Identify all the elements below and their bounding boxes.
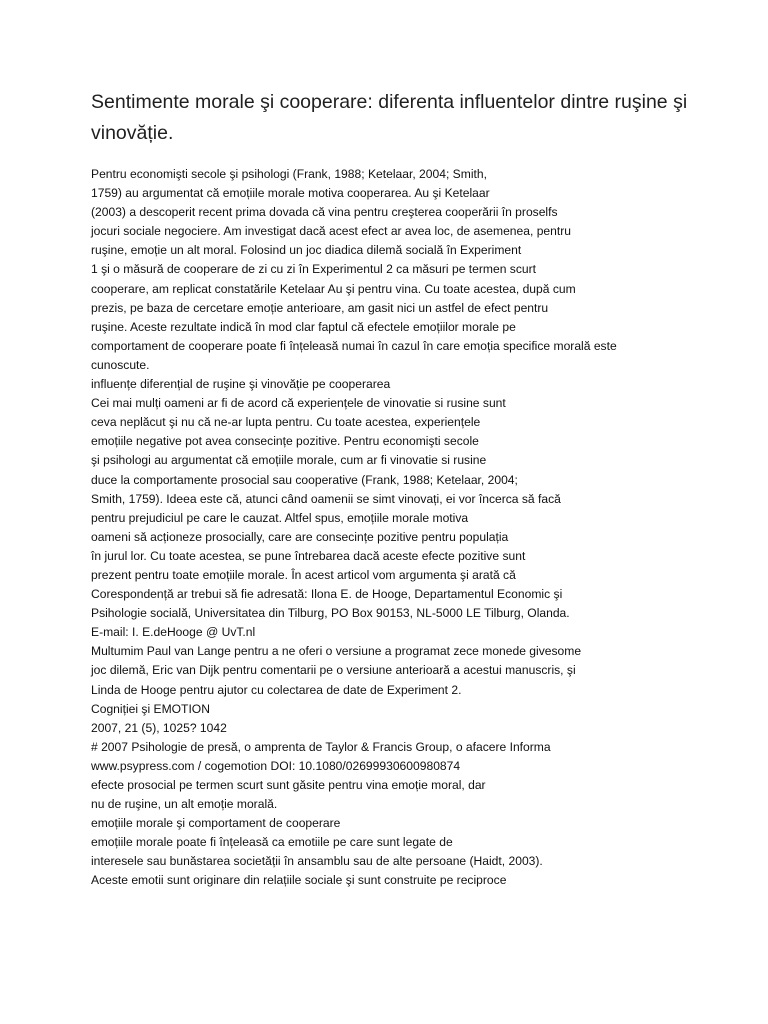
body-line: emoțiile morale şi comportament de cooperare — [91, 816, 341, 831]
body-line: # 2007 Psihologie de presă, o amprenta de Taylor & Francis Group, o afacere Informa — [91, 739, 551, 754]
body-line: ruşine, emoție un alt moral. Folosind un joc diadica dilemă socială în Experiment — [91, 243, 522, 258]
body-line: Aceste emotii sunt originare din relațiile sociale şi sunt construite pe reciproce — [91, 873, 507, 888]
body-line: comportament de cooperare poate fi înțeleasă numai în cazul în care emoția specifice morală este — [91, 338, 617, 353]
body-line: cunoscute. — [91, 357, 150, 372]
body-line: emoțiile morale poate fi înțeleasă ca emotiile pe care sunt legate de — [91, 835, 453, 850]
body-line: prezis, pe baza de cercetare emoție anterioare, am gasit nici un astfel de efect pentru — [91, 300, 549, 315]
body-line: ruşine. Aceste rezultate indică în mod clar faptul că efectele emoțiilor morale pe — [91, 319, 516, 334]
body-line: Cogniției şi EMOTION — [91, 701, 210, 716]
body-line: şi psihologi au argumentat că emoțiile morale, cum ar fi vinovatie si rusine — [91, 453, 487, 468]
body-line: Multumim Paul van Lange pentru a ne oferi o versiune a programat zece monede givesome — [91, 644, 582, 659]
body-line: joc dilemă, Eric van Dijk pentru comentarii pe o versiune anterioară a acestui manuscris, şi — [91, 663, 576, 678]
body-line: www.psypress.com / cogemotion DOI: 10.1080/02699930600980874 — [91, 758, 461, 773]
body-line: emoțiile negative pot avea consecințe pozitive. Pentru economişti secole — [91, 434, 479, 449]
body-line: cooperare, am replicat constatările Ketelaar Au şi pentru vina. Cu toate acestea, după cum — [91, 281, 576, 296]
body-line: Cei mai mulți oameni ar fi de acord că experiențele de vinovatie si rusine sunt — [91, 396, 506, 411]
body-line: Psihologie socială, Universitatea din Tilburg, PO Box 90153, NL-5000 LE Tilburg, Olanda. — [91, 606, 570, 621]
body-line: în jurul lor. Cu toate acestea, se pune întrebarea dacă aceste efecte pozitive sunt — [91, 548, 526, 563]
body-line: oameni să acționeze prosocially, care are consecințe pozitive pentru populația — [91, 529, 509, 544]
body-line: duce la comportamente prosocial sau cooperative (Frank, 1988; Ketelaar, 2004; — [91, 472, 518, 487]
body-line: nu de ruşine, un alt emoție morală. — [91, 797, 278, 812]
body-line: Smith, 1759). Ideea este că, atunci când oamenii se simt vinovați, ei vor încerca să facă — [91, 491, 561, 506]
body-line: influențe diferențial de ruşine şi vinovăție pe cooperarea — [91, 377, 391, 392]
body-line: efecte prosocial pe termen scurt sunt găsite pentru vina emoție moral, dar — [91, 778, 486, 792]
body-line: ceva neplăcut şi nu că ne-ar lupta pentru. Cu toate acestea, experiențele — [91, 415, 481, 430]
body-line: Pentru economişti secole şi psihologi (Frank, 1988; Ketelaar, 2004; Smith, — [91, 167, 487, 181]
body-line: interesele sau bunăstarea societății în ansamblu sau de alte persoane (Haidt, 2003). — [91, 854, 543, 869]
body-line: Linda de Hooge pentru ajutor cu colectarea de date de Experiment 2. — [91, 682, 462, 697]
body-line: pentru prejudiciul pe care le cauzat. Altfel spus, emoțiile morale motiva — [91, 510, 469, 525]
body-line: (2003) a descoperit recent prima dovada că vina pentru creşterea cooperării în proselfs — [91, 205, 558, 220]
body-line: jocuri sociale negociere. Am investigat dacă acest efect ar avea loc, de asemenea, pentru — [91, 224, 571, 239]
document-body — [91, 165, 731, 891]
body-line: Corespondență ar trebui să fie adresată: Ilona E. de Hooge, Departamentul Economic şi — [91, 587, 563, 602]
body-line: 1 şi o măsură de cooperare de zi cu zi în Experimentul 2 ca măsuri pe termen scurt — [91, 262, 536, 277]
body-line: prezent pentru toate emoțiile morale. În acest articol vom argumenta şi arată că — [91, 567, 516, 582]
body-line: 1759) au argumentat că emoțiile morale motiva cooperarea. Au şi Ketelaar — [91, 186, 490, 201]
document-title: Sentimente morale şi cooperare: diferenta influentelor dintre ruşine şi vinovăție. — [91, 91, 688, 144]
body-line: E-mail: I. E.deHooge @ UvT.nl — [91, 625, 256, 640]
body-line: 2007, 21 (5), 1025? 1042 — [91, 720, 227, 735]
